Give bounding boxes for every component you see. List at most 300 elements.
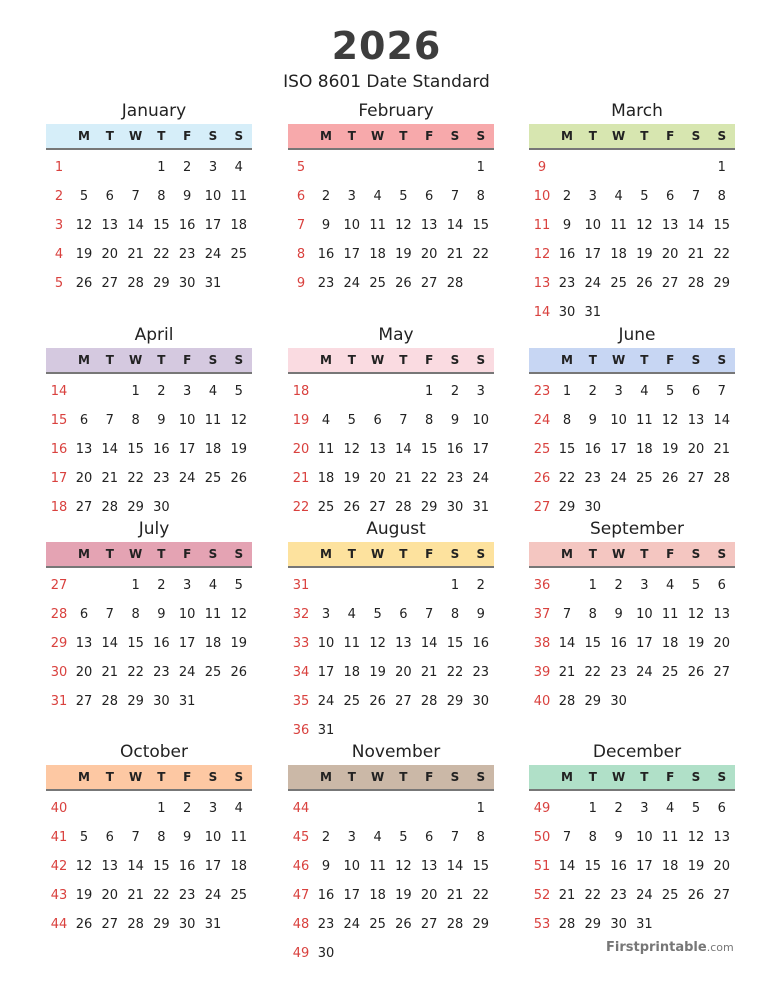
- weekday-label: T: [640, 129, 649, 143]
- day-cell: 4: [614, 189, 623, 204]
- weekday-label: F: [425, 353, 434, 367]
- weekday-header: [46, 124, 252, 150]
- week-row: [529, 852, 735, 881]
- day-cell: 30: [610, 694, 627, 709]
- weekday-label: S: [691, 547, 701, 561]
- week-number: 30: [50, 665, 68, 680]
- day-cell: 4: [640, 384, 649, 399]
- day-cell: 27: [395, 694, 412, 709]
- day-cell: 23: [610, 888, 627, 903]
- week-number: 25: [533, 442, 551, 457]
- day-cell: 9: [321, 218, 331, 233]
- day-cell: 3: [183, 578, 192, 593]
- week-number: 9: [537, 160, 547, 175]
- day-cell: 25: [343, 694, 361, 709]
- weekday-label: T: [399, 353, 408, 367]
- day-cell: 8: [131, 607, 140, 622]
- day-cell: 23: [317, 917, 335, 932]
- day-cell: 2: [183, 160, 192, 175]
- day-cell: 4: [373, 830, 382, 845]
- day-cell: 1: [157, 160, 166, 175]
- day-cell: 25: [204, 665, 222, 680]
- day-cell: 15: [472, 218, 490, 233]
- day-cell: 15: [472, 859, 490, 874]
- day-cell: 22: [420, 471, 438, 486]
- day-cell: 18: [230, 218, 248, 233]
- day-cell: 8: [425, 413, 434, 428]
- week-number: 39: [533, 665, 551, 680]
- week-number: 44: [50, 917, 68, 932]
- week-number: 51: [533, 859, 551, 874]
- week-number: 27: [50, 578, 68, 593]
- weekday-label: T: [157, 353, 166, 367]
- weekday-label: M: [561, 547, 573, 561]
- calendar-title: 2026: [331, 24, 442, 68]
- day-cell: 1: [450, 578, 460, 593]
- day-cell: 21: [713, 442, 731, 457]
- day-cell: 26: [230, 471, 248, 486]
- day-cell: 8: [450, 607, 460, 622]
- weekday-label: S: [691, 353, 701, 367]
- day-cell: 11: [636, 413, 653, 428]
- week-row: [529, 687, 735, 716]
- day-cell: 18: [343, 665, 361, 680]
- weekday-label: S: [476, 129, 486, 143]
- weekday-header: [288, 348, 494, 374]
- day-cell: 30: [558, 305, 576, 320]
- day-cell: 25: [317, 500, 335, 515]
- week-number: 18: [50, 500, 68, 515]
- day-cell: 8: [131, 413, 140, 428]
- day-cell: 13: [420, 218, 438, 233]
- day-cell: 15: [127, 442, 144, 457]
- weekday-label: T: [347, 129, 356, 143]
- day-cell: 24: [343, 276, 361, 291]
- weekday-label: S: [476, 547, 486, 561]
- day-cell: 9: [476, 607, 485, 622]
- day-cell: 17: [178, 636, 196, 651]
- day-cell: 13: [713, 607, 731, 622]
- day-cell: 24: [584, 276, 602, 291]
- day-cell: 16: [584, 442, 602, 457]
- day-cell: 1: [425, 384, 434, 399]
- weekday-label: W: [128, 770, 143, 784]
- week-number: 9: [296, 276, 306, 291]
- day-cell: 14: [127, 218, 144, 233]
- day-cell: 29: [472, 917, 490, 932]
- day-cell: 25: [369, 276, 386, 291]
- day-cell: 26: [369, 694, 386, 709]
- day-cell: 7: [105, 413, 114, 428]
- week-number: 49: [533, 801, 551, 816]
- day-cell: 1: [131, 578, 140, 593]
- week-row: [529, 881, 735, 910]
- month-name: January: [121, 101, 187, 121]
- week-number: 15: [50, 413, 68, 428]
- day-cell: 18: [230, 859, 248, 874]
- day-cell: 16: [472, 636, 490, 651]
- day-cell: 23: [610, 665, 627, 680]
- day-cell: 20: [75, 665, 93, 680]
- day-cell: 23: [584, 471, 602, 486]
- day-cell: 16: [178, 218, 196, 233]
- day-cell: 24: [610, 471, 627, 486]
- weekday-label: S: [208, 353, 218, 367]
- day-cell: 12: [661, 413, 679, 428]
- day-cell: 27: [369, 500, 386, 515]
- week-row: [46, 571, 252, 600]
- day-cell: 22: [472, 247, 490, 262]
- day-cell: 5: [79, 189, 89, 204]
- day-cell: 11: [661, 607, 679, 622]
- day-cell: 4: [208, 578, 218, 593]
- day-cell: 3: [321, 607, 331, 622]
- day-cell: 19: [395, 247, 412, 262]
- day-cell: 8: [157, 830, 166, 845]
- week-row: [529, 600, 735, 629]
- day-cell: 7: [717, 384, 726, 399]
- day-cell: 11: [610, 218, 627, 233]
- day-cell: 14: [713, 413, 731, 428]
- week-row: [529, 435, 735, 464]
- day-cell: 8: [717, 189, 726, 204]
- day-cell: 9: [588, 413, 597, 428]
- day-cell: 4: [234, 160, 243, 175]
- day-cell: 24: [343, 917, 361, 932]
- day-cell: 18: [204, 636, 222, 651]
- week-number: 33: [292, 636, 310, 651]
- day-cell: 27: [101, 917, 119, 932]
- day-cell: 27: [420, 917, 438, 932]
- weekday-label: M: [320, 353, 332, 367]
- day-cell: 19: [75, 247, 93, 262]
- day-cell: 7: [105, 607, 114, 622]
- day-cell: 14: [101, 636, 119, 651]
- day-cell: 2: [157, 578, 166, 593]
- day-cell: 7: [562, 607, 572, 622]
- day-cell: 24: [178, 665, 196, 680]
- day-cell: 28: [446, 276, 464, 291]
- day-cell: 20: [101, 888, 119, 903]
- day-cell: 4: [321, 413, 331, 428]
- day-cell: 21: [101, 471, 119, 486]
- day-cell: 9: [614, 607, 623, 622]
- day-cell: 5: [234, 578, 243, 593]
- day-cell: 6: [79, 607, 89, 622]
- day-cell: 30: [446, 500, 464, 515]
- day-cell: 28: [395, 500, 412, 515]
- day-cell: 16: [558, 247, 576, 262]
- day-cell: 27: [713, 888, 731, 903]
- day-cell: 29: [153, 276, 170, 291]
- weekday-label: F: [425, 770, 434, 784]
- day-cell: 3: [208, 801, 218, 816]
- day-cell: 12: [687, 607, 705, 622]
- weekday-label: W: [611, 547, 626, 561]
- weekday-header: [529, 542, 735, 568]
- day-cell: 8: [588, 830, 597, 845]
- day-cell: 13: [101, 859, 119, 874]
- week-row: [288, 629, 494, 658]
- day-cell: 16: [446, 442, 464, 457]
- day-cell: 1: [717, 160, 726, 175]
- month-name: February: [358, 101, 434, 121]
- day-cell: 17: [472, 442, 490, 457]
- week-number: 44: [292, 801, 310, 816]
- week-row: [46, 910, 252, 939]
- day-cell: 5: [373, 607, 382, 622]
- day-cell: 11: [661, 830, 679, 845]
- day-cell: 24: [317, 694, 335, 709]
- day-cell: 31: [204, 917, 222, 932]
- week-number: 41: [50, 830, 68, 845]
- weekday-label: T: [399, 547, 408, 561]
- week-number: 20: [292, 442, 310, 457]
- day-cell: 2: [562, 189, 572, 204]
- calendar-subtitle: ISO 8601 Date Standard: [283, 72, 490, 92]
- week-number: 37: [533, 607, 551, 622]
- weekday-label: F: [666, 353, 675, 367]
- week-number: 46: [292, 859, 310, 874]
- day-cell: 21: [446, 247, 464, 262]
- day-cell: 13: [75, 636, 93, 651]
- day-cell: 5: [666, 384, 675, 399]
- week-row: [529, 823, 735, 852]
- day-cell: 28: [101, 694, 119, 709]
- day-cell: 22: [584, 888, 602, 903]
- day-cell: 13: [713, 830, 731, 845]
- week-number: 48: [292, 917, 310, 932]
- week-number: 6: [296, 189, 306, 204]
- weekday-label: T: [347, 547, 356, 561]
- day-cell: 14: [101, 442, 119, 457]
- day-cell: 10: [472, 413, 490, 428]
- day-cell: 9: [157, 607, 166, 622]
- week-number: 3: [54, 218, 64, 233]
- day-cell: 23: [153, 471, 170, 486]
- day-cell: 7: [131, 830, 140, 845]
- day-cell: 3: [183, 384, 192, 399]
- day-cell: 13: [420, 859, 438, 874]
- weekday-label: M: [78, 129, 90, 143]
- week-number: 40: [50, 801, 68, 816]
- weekday-label: S: [234, 129, 244, 143]
- day-cell: 30: [472, 694, 490, 709]
- weekday-label: W: [370, 770, 385, 784]
- weekday-label: F: [183, 353, 192, 367]
- day-cell: 28: [446, 917, 464, 932]
- day-cell: 17: [584, 247, 602, 262]
- weekday-label: S: [450, 129, 460, 143]
- day-cell: 27: [101, 276, 119, 291]
- day-cell: 3: [614, 384, 623, 399]
- day-cell: 3: [347, 189, 356, 204]
- weekday-header: [529, 348, 735, 374]
- weekday-label: W: [370, 129, 385, 143]
- month-name: December: [592, 742, 682, 762]
- month-name: May: [378, 325, 414, 345]
- day-cell: 3: [588, 189, 597, 204]
- weekday-header: [529, 765, 735, 791]
- day-cell: 9: [562, 218, 572, 233]
- week-row: [46, 600, 252, 629]
- day-cell: 4: [666, 801, 675, 816]
- day-cell: 19: [661, 442, 679, 457]
- day-cell: 8: [588, 607, 597, 622]
- weekday-header: [288, 124, 494, 150]
- month-august: [288, 516, 494, 745]
- week-number: 18: [292, 384, 310, 399]
- day-cell: 16: [317, 247, 335, 262]
- weekday-label: S: [691, 770, 701, 784]
- day-cell: 19: [687, 859, 705, 874]
- day-cell: 23: [153, 665, 170, 680]
- weekday-label: T: [105, 129, 114, 143]
- week-row: [46, 211, 252, 240]
- day-cell: 11: [369, 218, 386, 233]
- month-january: [46, 98, 252, 298]
- week-row: [288, 939, 494, 968]
- week-row: [46, 881, 252, 910]
- day-cell: 18: [317, 471, 335, 486]
- weekday-header: [529, 124, 735, 150]
- day-cell: 4: [234, 801, 243, 816]
- week-number: 2: [54, 189, 64, 204]
- day-cell: 5: [691, 801, 701, 816]
- week-number: 28: [50, 607, 68, 622]
- day-cell: 6: [105, 830, 114, 845]
- day-cell: 30: [153, 500, 170, 515]
- weekday-label: F: [425, 129, 434, 143]
- day-cell: 6: [717, 801, 726, 816]
- week-number: 31: [292, 578, 310, 593]
- day-cell: 28: [558, 917, 576, 932]
- day-cell: 30: [153, 694, 170, 709]
- day-cell: 20: [101, 247, 119, 262]
- day-cell: 27: [75, 694, 93, 709]
- day-cell: 20: [420, 247, 438, 262]
- day-cell: 14: [687, 218, 705, 233]
- day-cell: 20: [713, 636, 731, 651]
- day-cell: 20: [420, 888, 438, 903]
- day-cell: 28: [127, 276, 144, 291]
- day-cell: 15: [446, 636, 464, 651]
- day-cell: 19: [687, 636, 705, 651]
- day-cell: 8: [476, 189, 485, 204]
- day-cell: 27: [687, 471, 705, 486]
- day-cell: 13: [369, 442, 386, 457]
- month-february: [288, 98, 494, 298]
- month-name: June: [618, 325, 656, 345]
- day-cell: 7: [450, 189, 460, 204]
- day-cell: 26: [75, 276, 93, 291]
- week-number: 49: [292, 946, 310, 961]
- week-row: [288, 910, 494, 939]
- day-cell: 14: [446, 218, 464, 233]
- day-cell: 26: [75, 917, 93, 932]
- weekday-label: T: [640, 770, 649, 784]
- day-cell: 29: [446, 694, 464, 709]
- day-cell: 14: [558, 636, 576, 651]
- weekday-label: T: [588, 129, 597, 143]
- day-cell: 6: [691, 384, 701, 399]
- day-cell: 12: [636, 218, 653, 233]
- week-row: [529, 464, 735, 493]
- day-cell: 16: [153, 442, 170, 457]
- day-cell: 8: [157, 189, 166, 204]
- weekday-label: S: [208, 770, 218, 784]
- brand-name: Firstprintable: [606, 940, 707, 955]
- day-cell: 21: [420, 665, 438, 680]
- week-row: [529, 406, 735, 435]
- day-cell: 3: [208, 160, 218, 175]
- weekday-header: [288, 765, 494, 791]
- week-number: 40: [533, 694, 551, 709]
- week-row: [46, 406, 252, 435]
- day-cell: 31: [636, 917, 653, 932]
- day-cell: 23: [317, 276, 335, 291]
- day-cell: 23: [178, 247, 196, 262]
- day-cell: 13: [661, 218, 679, 233]
- week-row: [288, 153, 494, 182]
- week-row: [529, 153, 735, 182]
- day-cell: 23: [558, 276, 576, 291]
- week-row: [288, 435, 494, 464]
- day-cell: 5: [347, 413, 356, 428]
- weekday-label: T: [157, 129, 166, 143]
- weekday-label: T: [399, 129, 408, 143]
- day-cell: 23: [472, 665, 490, 680]
- week-number: 26: [533, 471, 551, 486]
- weekday-header: [46, 348, 252, 374]
- week-number: 1: [54, 160, 64, 175]
- day-cell: 10: [343, 859, 361, 874]
- week-number: 21: [292, 471, 310, 486]
- weekday-header: [46, 542, 252, 568]
- day-cell: 10: [204, 830, 222, 845]
- day-cell: 12: [395, 859, 412, 874]
- day-cell: 28: [558, 694, 576, 709]
- day-cell: 16: [317, 888, 335, 903]
- day-cell: 13: [395, 636, 412, 651]
- day-cell: 31: [204, 276, 222, 291]
- day-cell: 29: [558, 500, 576, 515]
- day-cell: 25: [661, 888, 679, 903]
- week-row: [46, 794, 252, 823]
- day-cell: 19: [230, 636, 248, 651]
- day-cell: 19: [395, 888, 412, 903]
- day-cell: 24: [178, 471, 196, 486]
- weekday-label: S: [717, 547, 727, 561]
- day-cell: 25: [610, 276, 627, 291]
- day-cell: 31: [472, 500, 490, 515]
- day-cell: 13: [687, 413, 705, 428]
- day-cell: 2: [321, 189, 331, 204]
- day-cell: 17: [317, 665, 335, 680]
- weekday-header: [46, 765, 252, 791]
- weekday-label: F: [425, 547, 434, 561]
- week-number: 45: [292, 830, 310, 845]
- day-cell: 25: [230, 888, 248, 903]
- day-cell: 4: [666, 578, 675, 593]
- day-cell: 14: [558, 859, 576, 874]
- day-cell: 15: [713, 218, 731, 233]
- day-cell: 21: [558, 665, 576, 680]
- brand-domain: .com: [706, 941, 734, 954]
- week-number: 14: [50, 384, 68, 399]
- day-cell: 22: [584, 665, 602, 680]
- weekday-label: W: [128, 547, 143, 561]
